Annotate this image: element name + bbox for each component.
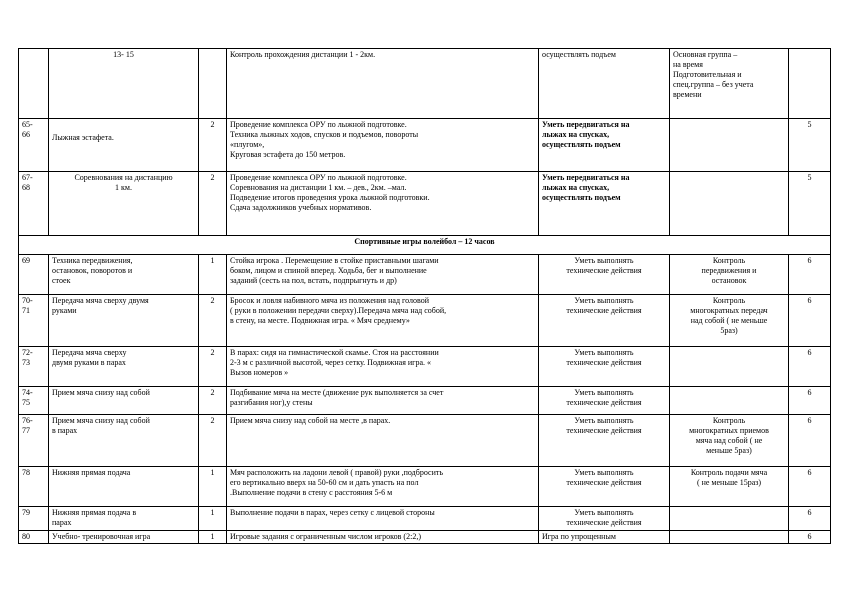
lesson-topic: Лыжная эстафета. <box>49 119 199 172</box>
lesson-requirements: Уметь выполнять технические действия <box>539 415 670 467</box>
lesson-grade: 5 <box>789 172 831 236</box>
lesson-grade: 6 <box>789 295 831 347</box>
lesson-topic: Соревнования на дистанцию 1 км. <box>49 172 199 236</box>
lesson-hours <box>199 49 227 119</box>
lesson-grade: 6 <box>789 415 831 467</box>
lesson-hours: 1 <box>199 255 227 295</box>
lesson-number: 65- 66 <box>19 119 49 172</box>
lesson-content: Контроль прохождения дистанции 1 - 2км. <box>227 49 539 119</box>
lesson-control: Контроль многократных передач над собой ( не меньше 5раз) <box>670 295 789 347</box>
lesson-control: Контроль подачи мяча ( не меньше 15раз) <box>670 467 789 507</box>
lesson-number: 79 <box>19 507 49 531</box>
lesson-grade: 6 <box>789 467 831 507</box>
section-row <box>19 236 831 255</box>
lesson-number: 67- 68 <box>19 172 49 236</box>
lesson-control <box>670 387 789 415</box>
table-row <box>19 119 831 172</box>
table-row <box>19 531 831 544</box>
lesson-content: Игровые задания с ограниченным числом игроков (2:2,) <box>227 531 539 544</box>
lesson-hours: 2 <box>199 295 227 347</box>
lesson-topic: Передача мяча сверху двумя руками <box>49 295 199 347</box>
lesson-control <box>670 172 789 236</box>
lesson-content: Мяч расположить на ладони левой ( правой) руки ,подбросить его вертикально вверх на 50-60 см и дать упасть на пол .Выполнение подачи в стену с расстояния 5-6 м <box>227 467 539 507</box>
lesson-number: 72- 73 <box>19 347 49 387</box>
lesson-control <box>670 119 789 172</box>
lesson-content: Прием мяча снизу над собой на месте ,в парах. <box>227 415 539 467</box>
lesson-control <box>670 507 789 531</box>
lesson-requirements: Уметь передвигаться на лыжах на спусках, осуществлять подъем <box>539 119 670 172</box>
lesson-grade: 6 <box>789 531 831 544</box>
lesson-requirements: Уметь передвигаться на лыжах на спусках, осуществлять подъем <box>539 172 670 236</box>
lesson-topic: Нижняя прямая подача <box>49 467 199 507</box>
lesson-hours: 1 <box>199 531 227 544</box>
lesson-requirements: Уметь выполнять технические действия <box>539 295 670 347</box>
table-row <box>19 49 831 119</box>
table-row <box>19 387 831 415</box>
lesson-hours: 1 <box>199 467 227 507</box>
lesson-content: Стойка игрока . Перемещение в стойке приставными шагами боком, лицом и спиной вперед. Ходьба, бег и выполнение заданий (сесть на пол, встать, подпрыгнуть и др) <box>227 255 539 295</box>
lesson-topic: Нижняя прямая подача в парах <box>49 507 199 531</box>
lesson-number: 80 <box>19 531 49 544</box>
table-row <box>19 467 831 507</box>
lesson-content: Выполнение подачи в парах, через сетку с лицевой стороны <box>227 507 539 531</box>
lesson-hours: 2 <box>199 347 227 387</box>
lesson-requirements: осуществлять подъем <box>539 49 670 119</box>
lesson-hours: 2 <box>199 415 227 467</box>
lesson-content: Проведение комплекса ОРУ по лыжной подготовке. Техника лыжных ходов, спусков и подъемов, повороты «плугом», Круговая эстафета до 150 метров. <box>227 119 539 172</box>
lesson-grade <box>789 49 831 119</box>
lesson-requirements: Уметь выполнять технические действия <box>539 347 670 387</box>
lesson-hours: 2 <box>199 387 227 415</box>
lesson-control: Основная группа – на время Подготовительная и спец.группа – без учета времени <box>670 49 789 119</box>
lesson-hours: 2 <box>199 172 227 236</box>
lesson-content: Бросок и ловля набивного мяча из положения над головой ( руки в положении передачи сверху).Передача мяча над собой, в стену, на месте. Подвижная игра. « Мяч среднему» <box>227 295 539 347</box>
lesson-grade: 5 <box>789 119 831 172</box>
lesson-plan-table <box>18 48 831 544</box>
lesson-grade: 6 <box>789 255 831 295</box>
lesson-topic: Передача мяча сверху двумя руками в парах <box>49 347 199 387</box>
lesson-requirements: Уметь выполнять технические действия <box>539 387 670 415</box>
lesson-topic: Прием мяча снизу над собой <box>49 387 199 415</box>
lesson-topic: Техника передвижения, остановок, поворотов и стоек <box>49 255 199 295</box>
lesson-number: 78 <box>19 467 49 507</box>
lesson-requirements: Уметь выполнять технические действия <box>539 507 670 531</box>
lesson-number <box>19 49 49 119</box>
lesson-number: 70- 71 <box>19 295 49 347</box>
lesson-control <box>670 531 789 544</box>
lesson-topic: 13- 15 <box>49 49 199 119</box>
table-row <box>19 415 831 467</box>
lesson-control: Контроль передвижения и остановок <box>670 255 789 295</box>
table-row <box>19 507 831 531</box>
lesson-grade: 6 <box>789 387 831 415</box>
lesson-control <box>670 347 789 387</box>
lesson-control: Контроль многократных приемов мяча над собой ( не меньше 5раз) <box>670 415 789 467</box>
lesson-requirements: Уметь выполнять технические действия <box>539 467 670 507</box>
lesson-number: 76- 77 <box>19 415 49 467</box>
lesson-grade: 6 <box>789 507 831 531</box>
lesson-number: 69 <box>19 255 49 295</box>
lesson-topic: Учебно- тренировочная игра <box>49 531 199 544</box>
section-title: Спортивные игры волейбол – 12 часов <box>19 236 831 255</box>
lesson-requirements: Уметь выполнять технические действия <box>539 255 670 295</box>
lesson-hours: 2 <box>199 119 227 172</box>
lesson-content: Подбивание мяча на месте (движение рук выполняется за счет разгибания ног),у стены <box>227 387 539 415</box>
table-row <box>19 295 831 347</box>
lesson-content: В парах: сидя на гимнастической скамье. Стоя на расстоянии 2-3 м с различной высотой, через сетку. Подвижная игра. « Вызов номеров » <box>227 347 539 387</box>
table-row <box>19 347 831 387</box>
lesson-content: Проведение комплекса ОРУ по лыжной подготовке. Соревнования на дистанции 1 км. – дев., 2км. –мал. Подведение итогов проведения урока лыжной подготовки. Сдача задолжников учебных нормативов. <box>227 172 539 236</box>
lesson-grade: 6 <box>789 347 831 387</box>
lesson-topic: Прием мяча снизу над собой в парах <box>49 415 199 467</box>
table-row <box>19 255 831 295</box>
table-row <box>19 172 831 236</box>
lesson-requirements: Игра по упрощенным <box>539 531 670 544</box>
lesson-number: 74- 75 <box>19 387 49 415</box>
lesson-hours: 1 <box>199 507 227 531</box>
